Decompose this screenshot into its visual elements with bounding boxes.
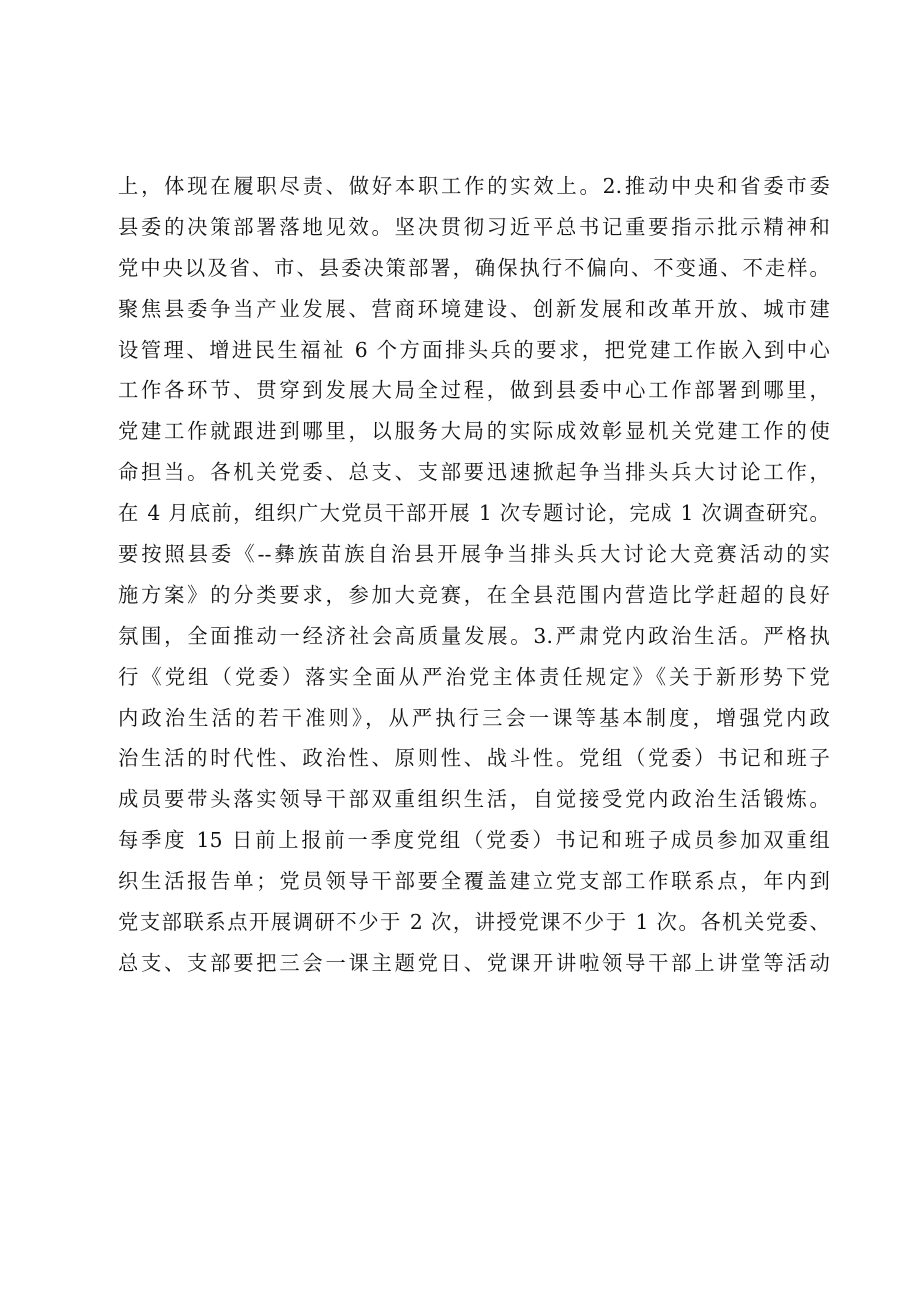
text-line-6: 工作各环节、贯穿到发展大局全过程，做到县委中心工作部署到哪里， — [118, 378, 830, 403]
text-line-14: 内政治生活的若干准则》，从严执行三会一课等基本制度，增强党内政 — [118, 705, 830, 730]
text-line-15: 治生活的时代性、政治性、原则性、战斗性。党组（党委）书记和班子 — [118, 746, 830, 771]
text-line-11: 施方案》的分类要求，参加大竞赛，在全县范围内营造比学赶超的良好 — [118, 582, 830, 607]
text-line-18: 织生活报告单；党员领导干部要全覆盖建立党支部工作联系点，年内到 — [118, 869, 830, 894]
text-line-19: 党支部联系点开展调研不少于 2 次，讲授党课不少于 1 次。各机关党委、 — [118, 910, 830, 935]
text-line-17: 每季度 15 日前上报前一季度党组（党委）书记和班子成员参加双重组 — [118, 828, 830, 853]
text-line-9: 在 4 月底前，组织广大党员干部开展 1 次专题讨论，完成 1 次调查研究。 — [118, 501, 830, 526]
text-line-2: 县委的决策部署落地见效。坚决贯彻习近平总书记重要指示批示精神和 — [118, 214, 830, 239]
text-line-1: 上，体现在履职尽责、做好本职工作的实效上。2.推动中央和省委市委 — [118, 174, 830, 198]
text-line-7: 党建工作就跟进到哪里，以服务大局的实际成效彰显机关党建工作的使 — [118, 419, 830, 444]
text-line-20: 总支、支部要把三会一课主题党日、党课开讲啦领导干部上讲堂等活动 — [118, 950, 830, 975]
body-text — [118, 166, 830, 984]
text-line-13: 行《党组（党委）落实全面从严治党主体责任规定》《关于新形势下党 — [118, 664, 830, 689]
text-line-12: 氛围，全面推动一经济社会高质量发展。3.严肃党内政治生活。严格执 — [118, 623, 830, 648]
text-line-5: 设管理、增进民生福祉 6 个方面排头兵的要求，把党建工作嵌入到中心 — [118, 337, 830, 362]
text-line-10: 要按照县委《--彝族苗族自治县开展争当排头兵大讨论大竞赛活动的实 — [118, 542, 830, 567]
text-line-8: 命担当。各机关党委、总支、支部要迅速掀起争当排头兵大讨论工作， — [118, 460, 830, 485]
text-line-4: 聚焦县委争当产业发展、营商环境建设、创新发展和改革开放、城市建 — [118, 296, 830, 321]
text-line-3: 党中央以及省、市、县委决策部署，确保执行不偏向、不变通、不走样。 — [118, 255, 830, 280]
text-line-16: 成员要带头落实领导干部双重组织生活，自觉接受党内政治生活锻炼。 — [118, 787, 830, 812]
